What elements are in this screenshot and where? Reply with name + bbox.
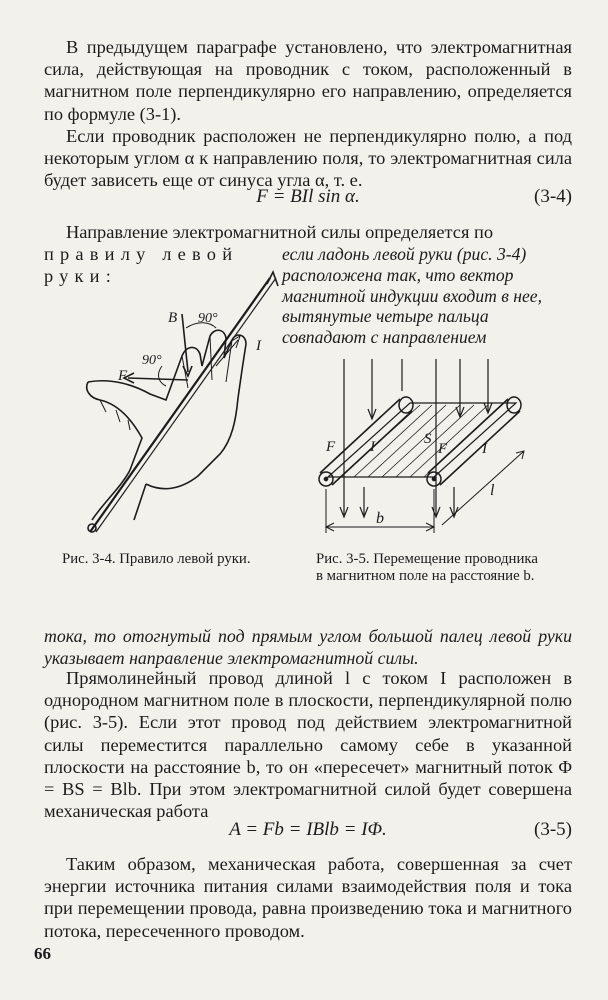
- fig2-label-f-left: F: [326, 439, 336, 455]
- figure-3-5-caption: Рис. 3-5. Перемещение проводника в магнитном поле на расстояние b.: [316, 551, 538, 584]
- fig1-label-b: B: [168, 310, 178, 326]
- fig2-label-i-right: I: [482, 441, 487, 457]
- formula-3-5: [44, 818, 572, 842]
- fig1-label-angle-left: 90°: [142, 353, 162, 368]
- formula-3-5-number: (3-5): [534, 819, 572, 840]
- fig1-label-angle-top: 90°: [198, 311, 218, 326]
- paragraph-5: Таким образом, механическая работа, совершенная за счет энергии источника питания силами взаимодействия поля и тока при перемещении провода, равна произведению тока и магнитного потока, пересеченного проводом.: [44, 854, 572, 941]
- fig1-label-force: F: [118, 368, 128, 384]
- fig1-label-current: I: [256, 338, 261, 354]
- left-hand-rule-term: правилу левой руки:: [44, 244, 239, 287]
- fig2-label-b: b: [376, 510, 384, 527]
- formula-3-4-number: (3-4): [534, 186, 572, 207]
- figure-3-4-left-hand: [70, 270, 290, 540]
- fig2-label-s: S: [424, 431, 432, 447]
- fig2-label-l: l: [490, 482, 495, 499]
- paragraph-2: Если проводник расположен не перпендикулярно полю, а под некоторым углом α к направлению поля, то электромагнитная сила будет зависеть еще от синуса угла α, т. е.: [44, 126, 572, 191]
- formula-3-5-expression: A = Fb = IBlb = IΦ.: [229, 819, 387, 840]
- figure-3-4-caption: Рис. 3-4. Правило левой руки.: [62, 551, 251, 567]
- figure-3-5-moving-conductor: [310, 355, 550, 545]
- rule-continuation: тока, то отогнутый под прямым углом большой палец левой руки указывает направление электромагнитной силы.: [44, 626, 572, 669]
- paragraph-4: Прямолинейный провод длиной l с током I расположен в однородном магнитном поле в плоскости, перпендикулярной полю (рис. 3-5). Если этот провод под действием электромагнитной силы переместится параллельно самому себе в указанной плоскости на расстояние b, то он «пересечет» магнитный поток Φ = BS = Blb. При этом электромагнитной силой будет совершена механическая работа: [44, 668, 572, 822]
- rule-description: если ладонь левой руки (рис. 3-4) расположена так, что вектор магнитной индукции входит в нее, вытянутые четыре пальца совпадают с направлением: [282, 244, 543, 348]
- paragraph-3-line-1: Направление электромагнитной силы определяется по: [66, 222, 494, 242]
- formula-3-4-expression: F = BIl sin α.: [256, 186, 360, 207]
- page-number: 66: [34, 944, 51, 963]
- formula-3-4: [44, 185, 572, 209]
- fig2-label-i-left: I: [370, 439, 375, 455]
- paragraph-1: В предыдущем параграфе установлено, что электромагнитная сила, действующая на проводник с током, расположенный в магнитном поле перпендикулярно его направлению, определяется по формуле (3-1).: [44, 37, 572, 124]
- fig2-label-f-right: F: [438, 441, 448, 457]
